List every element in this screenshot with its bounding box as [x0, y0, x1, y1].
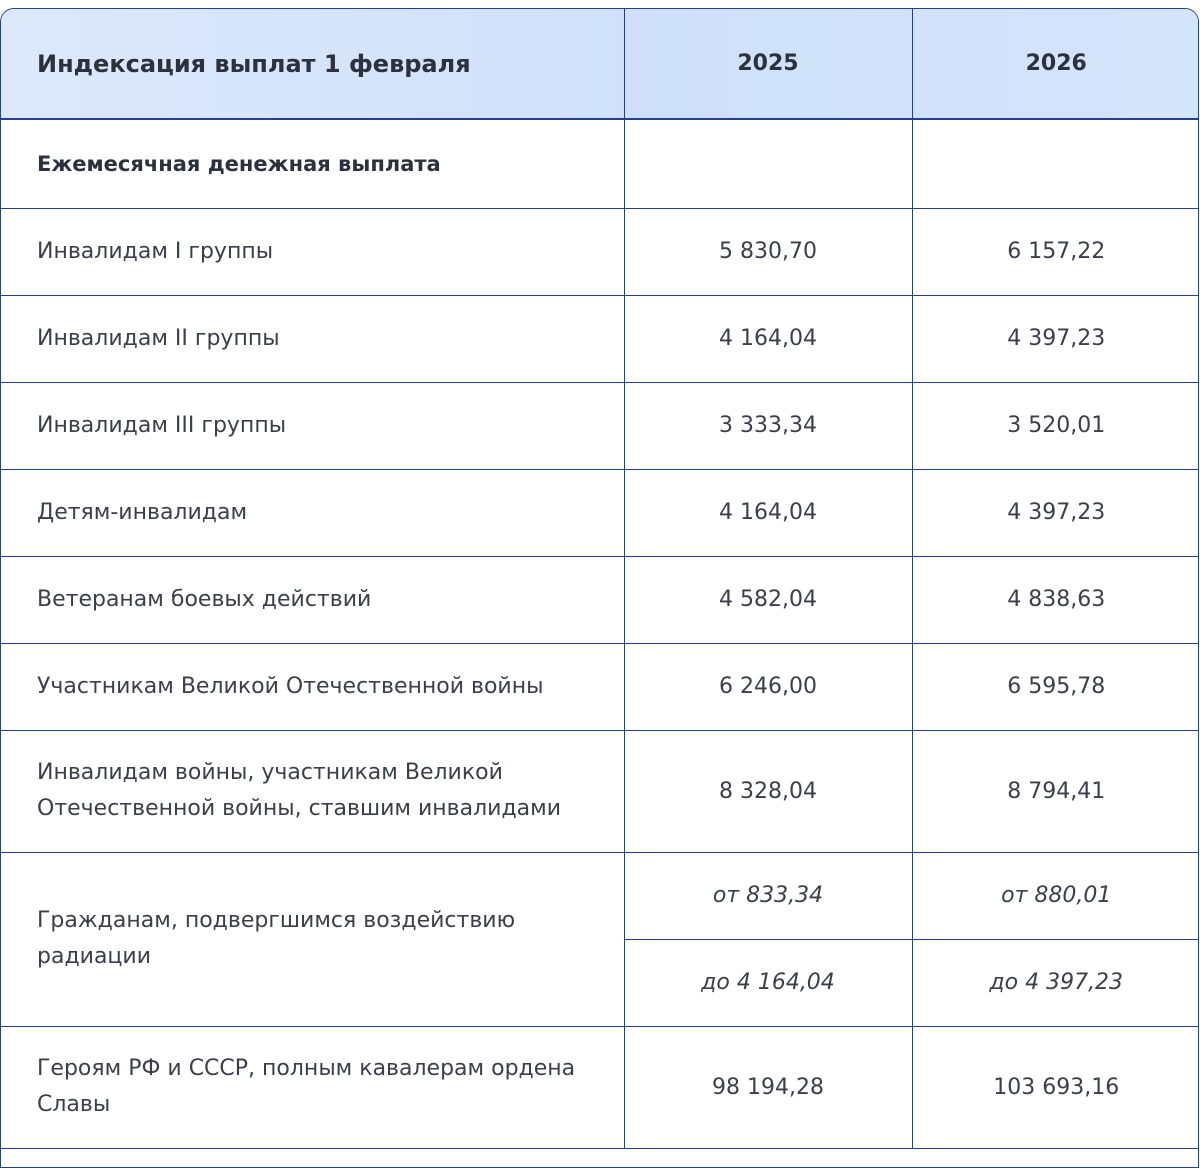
row-value-2026: 4 397,23 — [912, 295, 1199, 382]
column-header-2026: 2026 — [912, 9, 1199, 119]
radiation-row-from — [1, 852, 1199, 939]
radiation-from-2025: от 833,34 — [624, 852, 912, 939]
row-value-2025: 4 164,04 — [624, 469, 912, 556]
section-empty-cell — [912, 119, 1199, 208]
row-value-2026: 6 157,22 — [912, 208, 1199, 295]
column-header-2025: 2025 — [624, 9, 912, 119]
table-row — [1, 469, 1199, 556]
row-label: Участникам Великой Отечественной войны — [1, 643, 624, 730]
row-value-2025: 8 328,04 — [624, 730, 912, 852]
table-row — [1, 556, 1199, 643]
table-row — [1, 643, 1199, 730]
row-value-2025: 6 246,00 — [624, 643, 912, 730]
section-row — [1, 119, 1199, 208]
row-label: Ветеранам боевых действий — [1, 556, 624, 643]
heroes-label: Героям РФ и СССР, полным кавалерам ордена Славы — [1, 1026, 624, 1148]
payments-table-grid — [1, 9, 1199, 1149]
heroes-row — [1, 1026, 1199, 1148]
table-header-row — [1, 9, 1199, 119]
table-row — [1, 730, 1199, 852]
row-value-2026: 4 397,23 — [912, 469, 1199, 556]
radiation-to-2026: до 4 397,23 — [912, 939, 1199, 1026]
row-label: Инвалидам войны, участникам Великой Отечественной войны, ставшим инвалидами — [1, 730, 624, 852]
radiation-label: Гражданам, подвергшимся воздействию радиации — [1, 852, 624, 1026]
radiation-to-2025: до 4 164,04 — [624, 939, 912, 1026]
section-empty-cell — [624, 119, 912, 208]
table-row — [1, 295, 1199, 382]
payments-table — [0, 8, 1199, 1168]
row-value-2026: 6 595,78 — [912, 643, 1199, 730]
row-label: Детям-инвалидам — [1, 469, 624, 556]
row-value-2025: 4 582,04 — [624, 556, 912, 643]
row-label: Инвалидам I группы — [1, 208, 624, 295]
row-value-2026: 4 838,63 — [912, 556, 1199, 643]
heroes-value-2026: 103 693,16 — [912, 1026, 1199, 1148]
section-label: Ежемесячная денежная выплата — [1, 119, 624, 208]
row-value-2025: 4 164,04 — [624, 295, 912, 382]
row-value-2026: 3 520,01 — [912, 382, 1199, 469]
radiation-from-2026: от 880,01 — [912, 852, 1199, 939]
table-row — [1, 208, 1199, 295]
row-label: Инвалидам II группы — [1, 295, 624, 382]
table-title: Индексация выплат 1 февраля — [1, 9, 624, 119]
heroes-value-2025: 98 194,28 — [624, 1026, 912, 1148]
row-value-2026: 8 794,41 — [912, 730, 1199, 852]
row-label: Инвалидам III группы — [1, 382, 624, 469]
row-value-2025: 3 333,34 — [624, 382, 912, 469]
row-value-2025: 5 830,70 — [624, 208, 912, 295]
table-row — [1, 382, 1199, 469]
